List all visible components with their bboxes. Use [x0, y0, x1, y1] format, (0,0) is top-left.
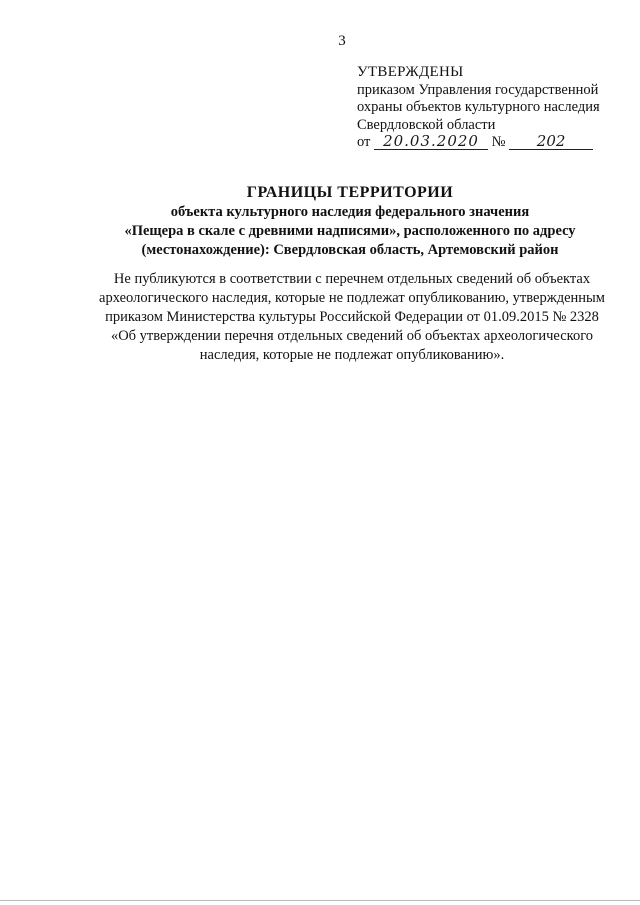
date-prefix: от	[357, 134, 371, 150]
title-line: (местонахождение): Свердловская область, Артемовский район	[141, 242, 559, 258]
document-title	[60, 183, 640, 260]
handwritten-number: 202	[509, 134, 593, 150]
body-line: археологического наследия, которые не подлежат опубликованию, утвержденным	[99, 290, 605, 306]
title-line: объекта культурного наследия федерального значения	[170, 204, 530, 220]
approval-date-line	[357, 134, 627, 152]
body-paragraph	[74, 270, 630, 365]
body-line: Не публикуются в соответствии с перечнем отдельных сведений об объектах	[113, 271, 591, 287]
body-line: «Об утверждении перечня отдельных сведений об объектах археологического	[110, 328, 594, 344]
title-line: «Пещера в скале с древними надписями», расположенного по адресу	[124, 223, 576, 239]
title-heading: ГРАНИЦЫ ТЕРРИТОРИИ	[246, 184, 454, 201]
approval-line: приказом Управления государственной	[357, 81, 599, 98]
body-line: наследия, которые не подлежат опубликованию».	[199, 347, 505, 363]
number-prefix: №	[491, 134, 506, 150]
approval-line: охраны объектов культурного наследия	[357, 99, 600, 115]
approval-heading: УТВЕРЖДЕНЫ	[357, 64, 464, 80]
approval-line: Свердловской области	[357, 116, 496, 133]
page-bottom-edge	[0, 900, 640, 901]
body-line: приказом Министерства культуры Российской Федерации от 01.09.2015 № 2328	[105, 309, 599, 325]
approval-stamp	[357, 64, 627, 152]
handwritten-date: 20.03.2020	[374, 134, 488, 150]
page-number: 3	[338, 33, 346, 49]
